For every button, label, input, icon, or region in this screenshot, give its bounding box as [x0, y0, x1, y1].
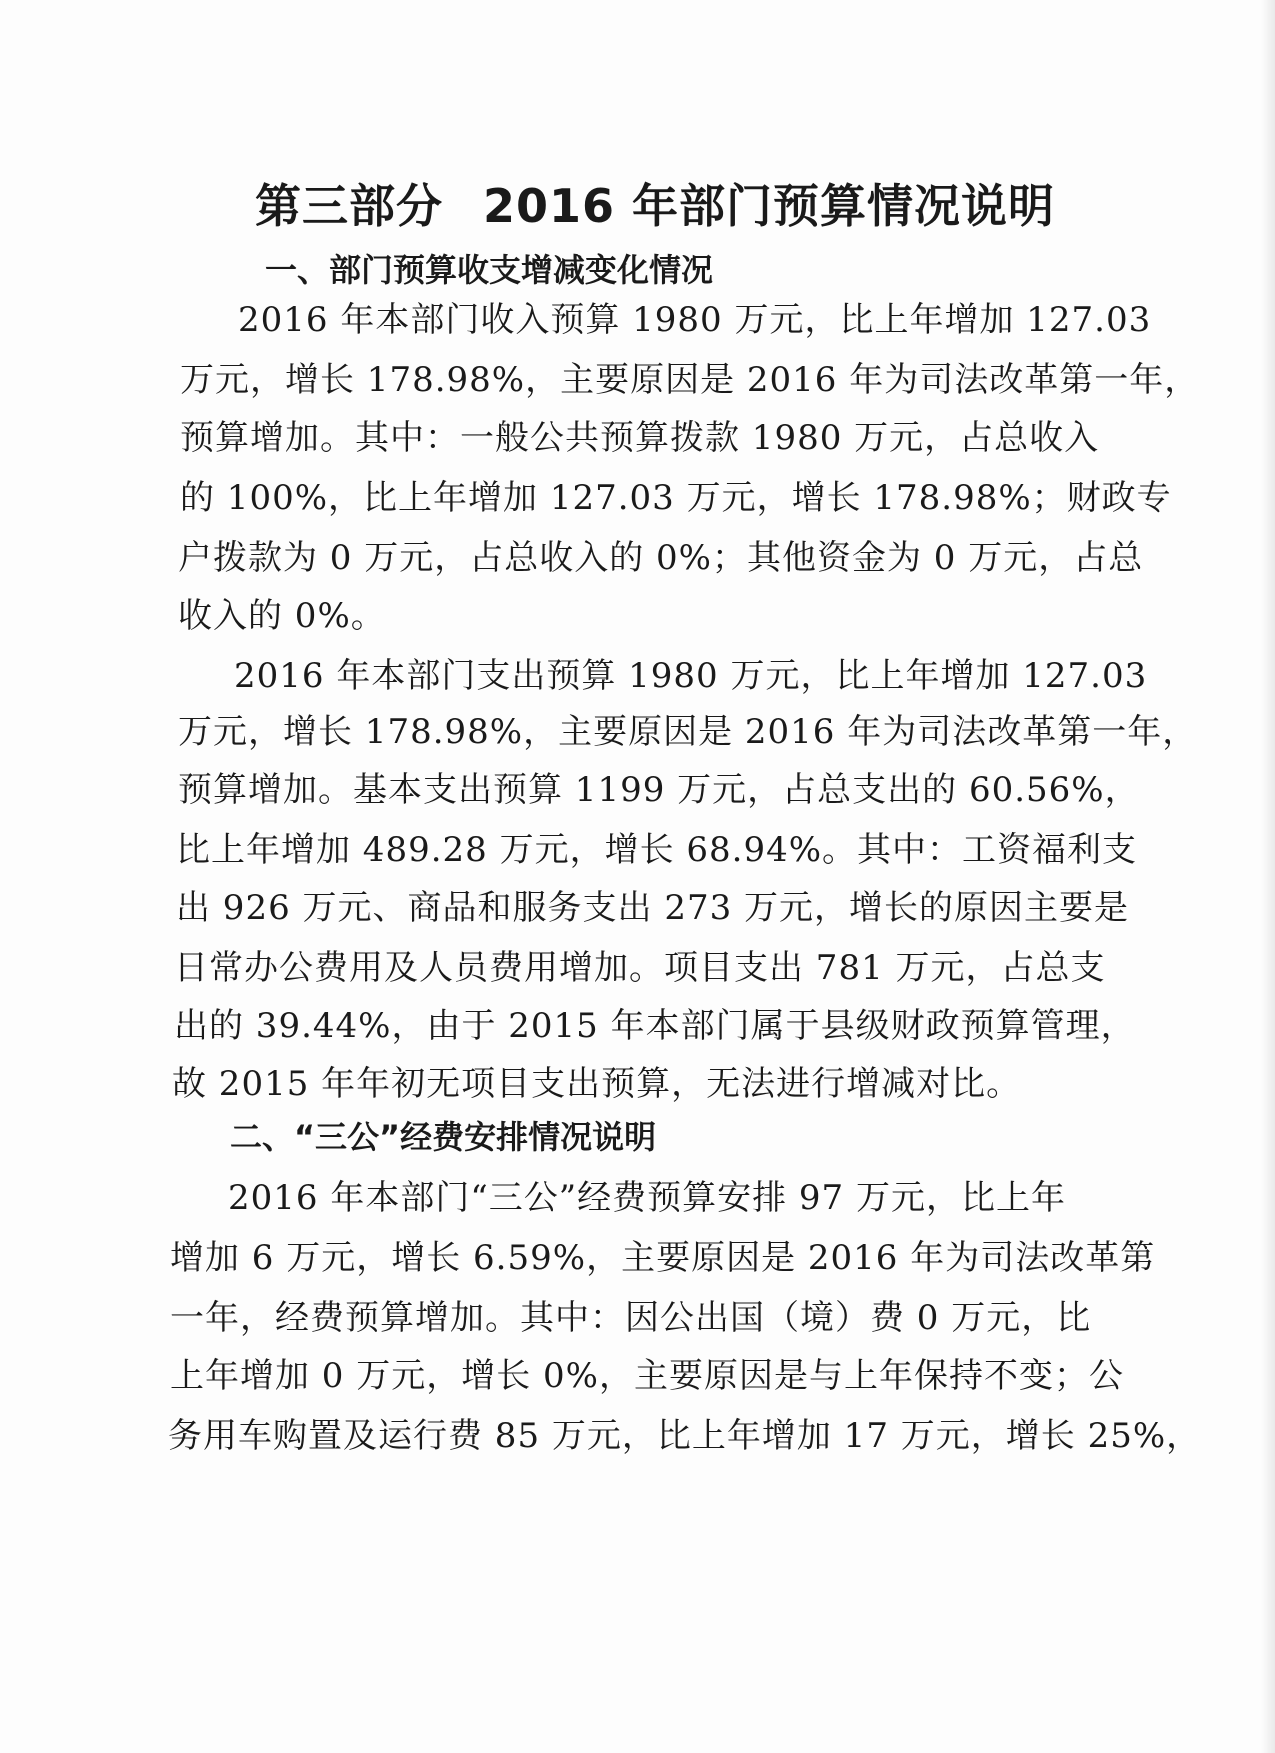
paragraph-line: 户拨款为 0 万元，占总收入的 0%；其他资金为 0 万元，占总 [178, 538, 1144, 578]
paragraph-line: 出的 39.44%，由于 2015 年本部门属于县级财政预算管理， [174, 1006, 1136, 1046]
paragraph-line: 预算增加。基本支出预算 1199 万元，占总支出的 60.56%， [178, 770, 1140, 810]
paragraph-line: 2016 年本部门“三公”经费预算安排 97 万元，比上年 [228, 1178, 1066, 1218]
paragraph-line: 预算增加。其中：一般公共预算拨款 1980 万元，占总收入 [180, 418, 1100, 458]
paragraph-line: 一年，经费预算增加。其中：因公出国（境）费 0 万元，比 [170, 1298, 1092, 1338]
section-heading-2: 二、“三公”经费安排情况说明 [230, 1118, 657, 1156]
paragraph-line: 日常办公费用及人员费用增加。项目支出 781 万元，占总支 [174, 948, 1106, 988]
page-title [255, 170, 1075, 236]
scan-edge-shadow [1261, 0, 1275, 1753]
paragraph-line: 比上年增加 489.28 万元，增长 68.94%。其中：工资福利支 [176, 830, 1138, 870]
paragraph-line: 出 926 万元、商品和服务支出 273 万元，增长的原因主要是 [176, 888, 1130, 928]
paragraph-line: 的 100%，比上年增加 127.03 万元，增长 178.98%；财政专 [180, 478, 1172, 518]
paragraph-line: 万元，增长 178.98%，主要原因是 2016 年为司法改革第一年， [178, 712, 1198, 752]
paragraph-line: 2016 年本部门收入预算 1980 万元，比上年增加 127.03 [238, 300, 1152, 340]
title-part: 第三部分 [255, 179, 443, 233]
paragraph-line: 务用车购置及运行费 85 万元，比上年增加 17 万元，增长 25%， [168, 1416, 1202, 1456]
paragraph-line: 增加 6 万元，增长 6.59%，主要原因是 2016 年为司法改革第 [170, 1238, 1156, 1278]
paragraph-line: 2016 年本部门支出预算 1980 万元，比上年增加 127.03 [234, 656, 1148, 696]
paragraph-line: 收入的 0%。 [178, 596, 386, 636]
paragraph-line: 故 2015 年年初无项目支出预算，无法进行增减对比。 [172, 1064, 1022, 1104]
paragraph-line: 上年增加 0 万元，增长 0%，主要原因是与上年保持不变；公 [170, 1356, 1124, 1396]
title-main: 2016 年部门预算情况说明 [483, 179, 1056, 233]
paragraph-line: 万元，增长 178.98%，主要原因是 2016 年为司法改革第一年， [180, 360, 1200, 400]
section-heading-1: 一、部门预算收支增减变化情况 [265, 251, 714, 289]
